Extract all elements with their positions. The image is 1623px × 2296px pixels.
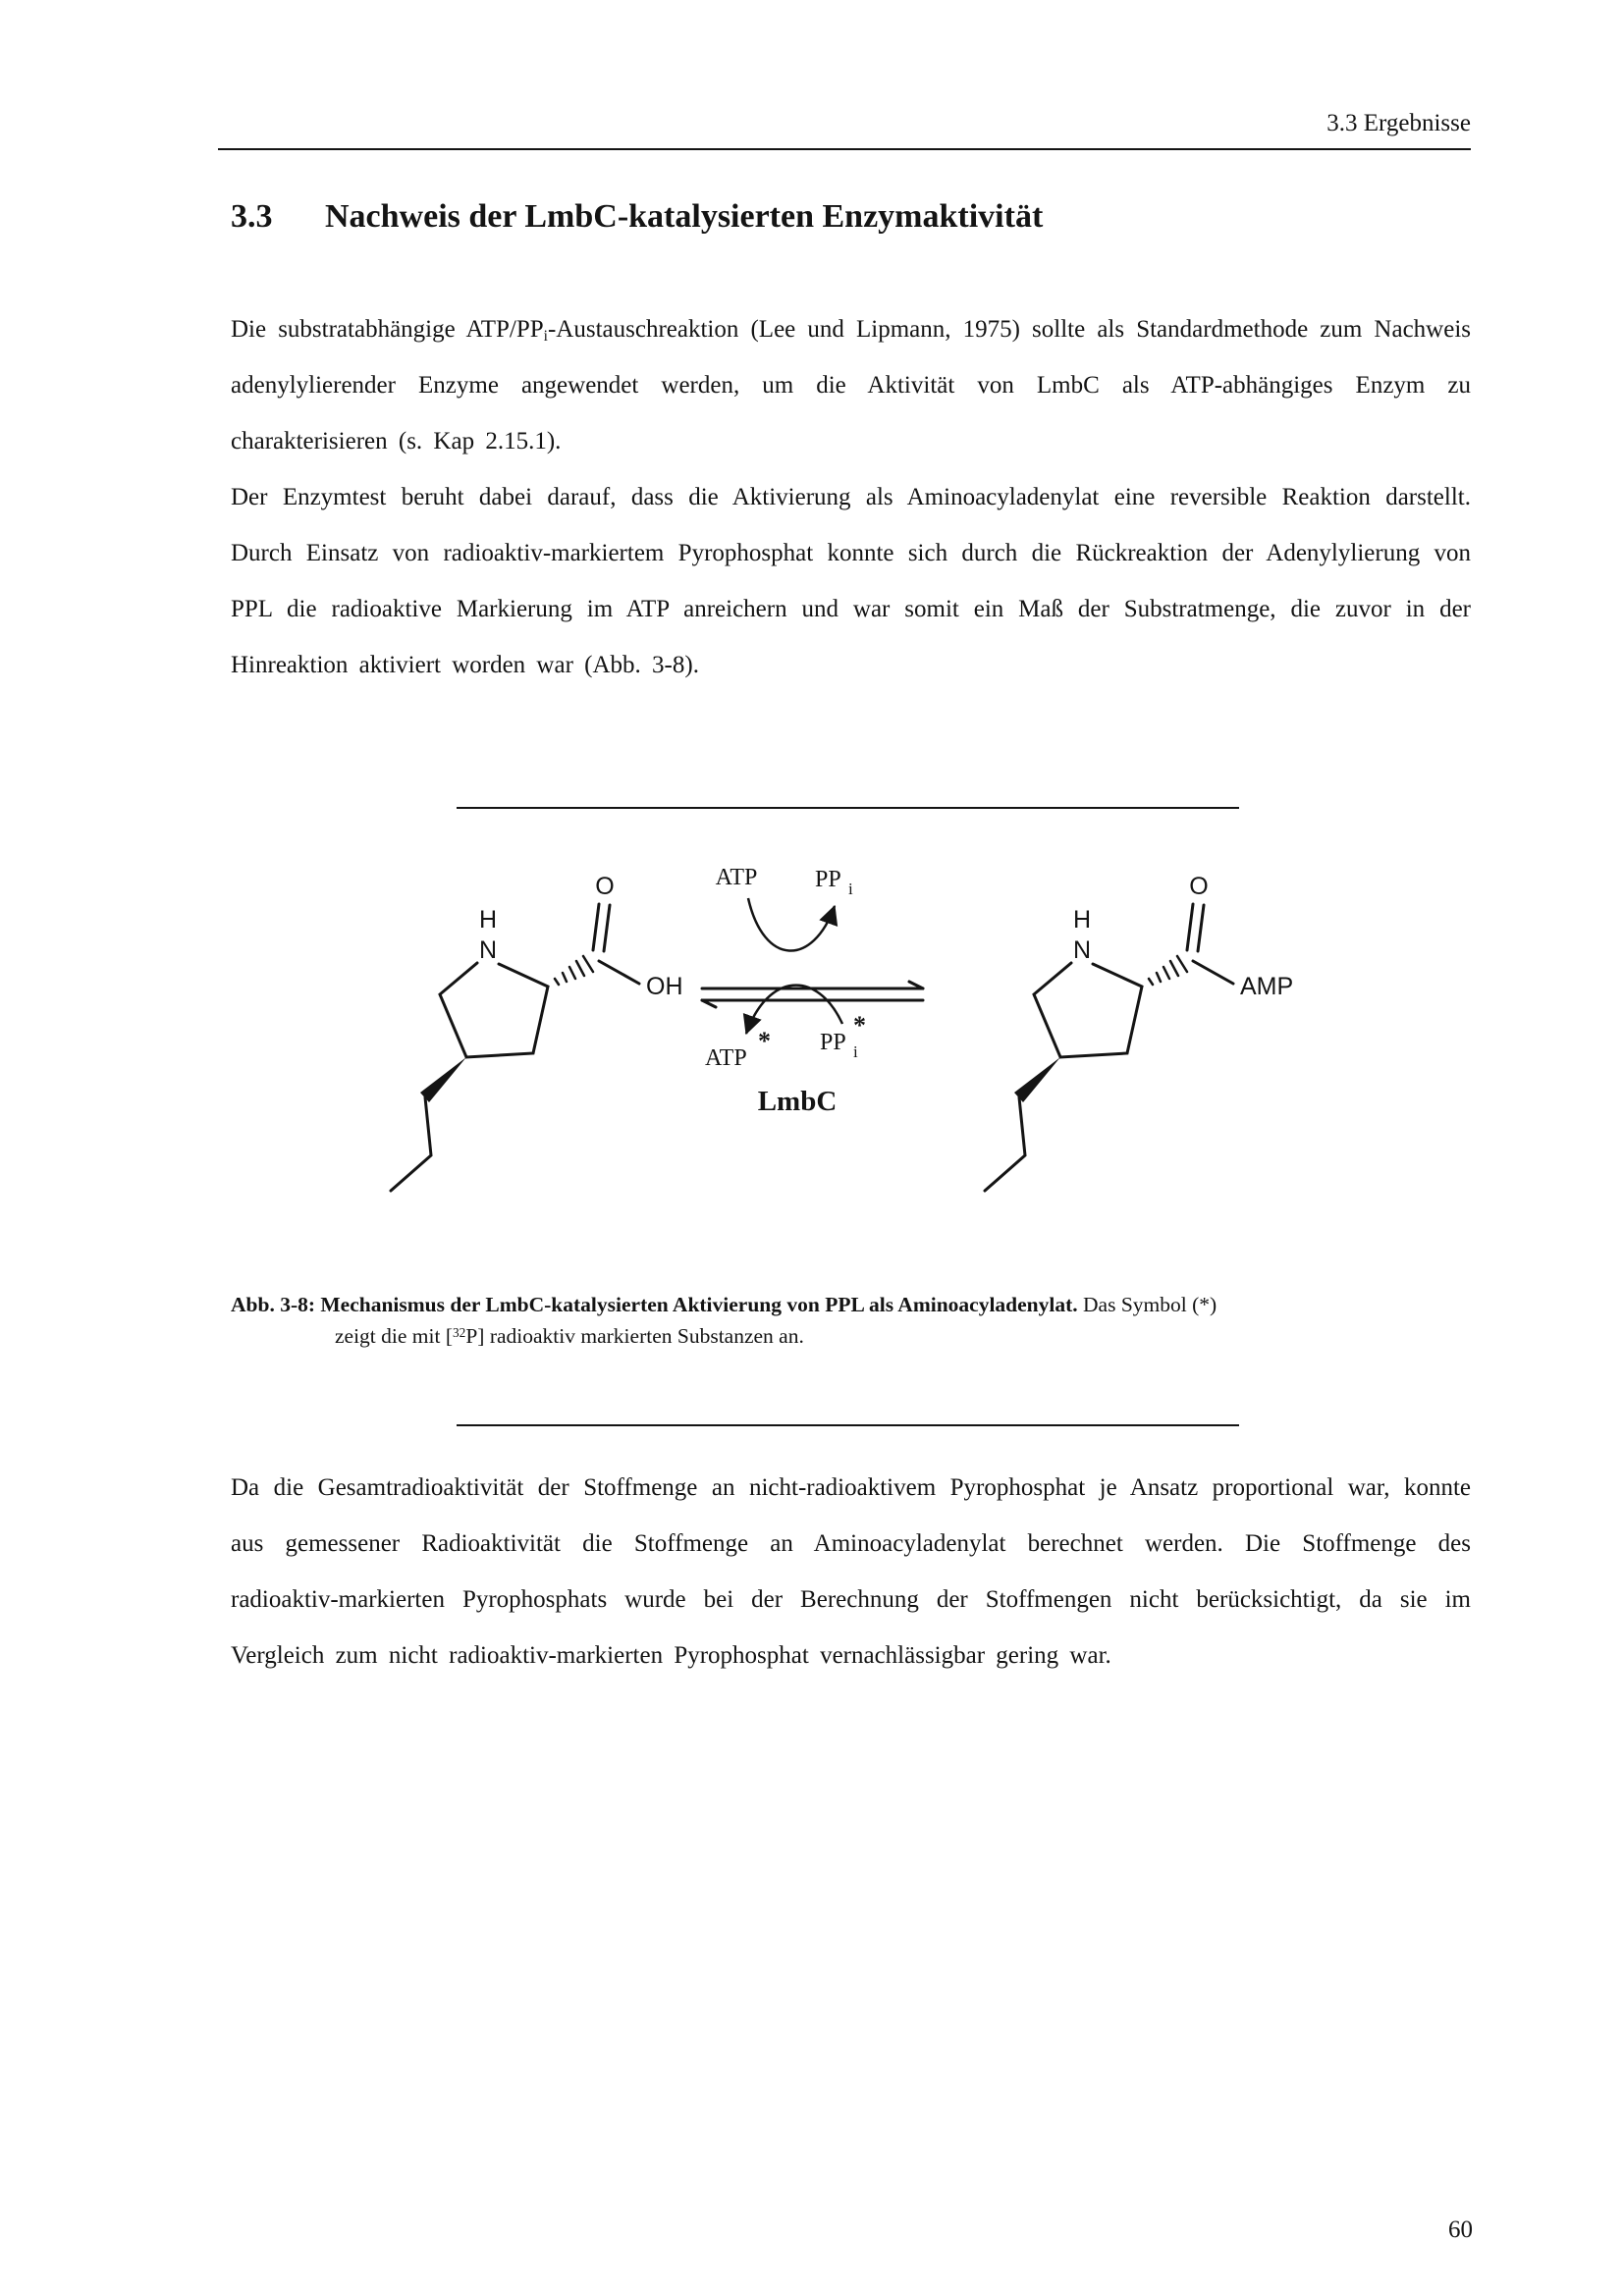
running-header-text: 3.3 Ergebnisse [1326, 110, 1471, 136]
section-heading [231, 198, 1471, 236]
ppi-subscript: i [543, 327, 548, 345]
equilibrium-arrows [702, 982, 923, 1007]
atp-to-ppi-curved-arrow [748, 898, 835, 951]
ppi-label-subscript: i [848, 880, 853, 898]
substrate-exchange-arrows [746, 898, 842, 1034]
page-number: 60 [1448, 2216, 1473, 2243]
left-nitrogen-label: N [478, 936, 498, 964]
figure-caption-bold: Abb. 3-8: Mechanismus der LmbC-katalysierten Aktivierung von PPL als Aminoacyladenylat. [231, 1293, 1078, 1316]
right-nh-hydrogen-label: H [1072, 906, 1092, 934]
figure-divider-bottom [457, 1424, 1239, 1426]
left-hydroxyl-label: OH [646, 973, 683, 1000]
figure-caption [231, 1289, 1222, 1352]
section-number: 3.3 [231, 198, 273, 235]
reaction-scheme [373, 839, 1316, 1232]
enzyme-label: LmbC [757, 1086, 838, 1117]
right-molecule-skeleton [985, 904, 1233, 1191]
figure-caption-text-a: Das Symbol (*) zeigt die mit [ [335, 1293, 1217, 1348]
paragraph-2: Der Enzymtest beruht dabei darauf, dass die Aktivierung als Aminoacyladenylat eine reversible Reaktion darstellt. Durch Einsatz von radioaktiv-markiertem Pyrophosphat konnte sich durch die Rückreaktion der Adenylylierung von PPL die radioaktive Markierung im ATP anreichern und war somit ein Maß der Substratmenge, die zuvor in der Hinreaktion aktiviert worden war (Abb. 3-8). [231, 484, 1471, 678]
atp-star-label: ATP [705, 1045, 747, 1071]
paragraph-1-text-a: Die substratabhängige ATP/PP [231, 316, 544, 343]
paragraph-3: Da die Gesamtradioaktivität der Stoffmenge an nicht-radioaktivem Pyrophosphat je Ansatz proportional war, konnte aus gemessener Radioaktivität die Stoffmenge an Aminoacyladenylat berechnet werden. Die Stoffmenge des radioaktiv-markierten Pyrophosphats wurde bei der Berechnung der Stoffmengen nicht berücksichtigt, da sie im Vergleich zum nicht radioaktiv-markierten Pyrophosphat vernachlässigbar gering war. [231, 1474, 1471, 1669]
running-header [218, 110, 1471, 150]
ppi-star-label: PP [820, 1030, 846, 1055]
amp-label: AMP [1240, 973, 1294, 1000]
paragraph-1 [231, 301, 1471, 469]
left-nh-hydrogen-label: H [478, 906, 498, 934]
body-text-block-2 [231, 1460, 1471, 1683]
figure-caption-text-b: P] radioaktiv markierten Substanzen an. [465, 1324, 804, 1348]
section-title: Nachweis der LmbC-katalysierten Enzymaktivität [325, 198, 1044, 235]
figure-divider-top [457, 807, 1239, 809]
atp-label: ATP [715, 865, 758, 890]
left-molecule-skeleton [391, 904, 639, 1191]
body-text-block [231, 301, 1471, 693]
ppi-star-asterisk: * [853, 1011, 866, 1040]
atp-star-asterisk: * [758, 1027, 771, 1055]
left-carbonyl-oxygen-label: O [595, 873, 615, 900]
ppi-star-subscript: i [853, 1042, 858, 1061]
ppi-label: PP [815, 867, 841, 892]
paragraph-1-text-b: -Austauschreaktion (Lee und Lipmann, 1975) sollte als Standardmethode zum Nachweis adenylylierender Enzyme angewendet werden, um die Aktivität von LmbC als ATP-abhängiges Enzym zu charakterisieren (s. Kap 2.15.1). [231, 316, 1472, 454]
phosphorus-32-superscript: 32 [453, 1325, 466, 1341]
right-carbonyl-oxygen-label: O [1189, 873, 1209, 900]
right-nitrogen-label: N [1072, 936, 1092, 964]
